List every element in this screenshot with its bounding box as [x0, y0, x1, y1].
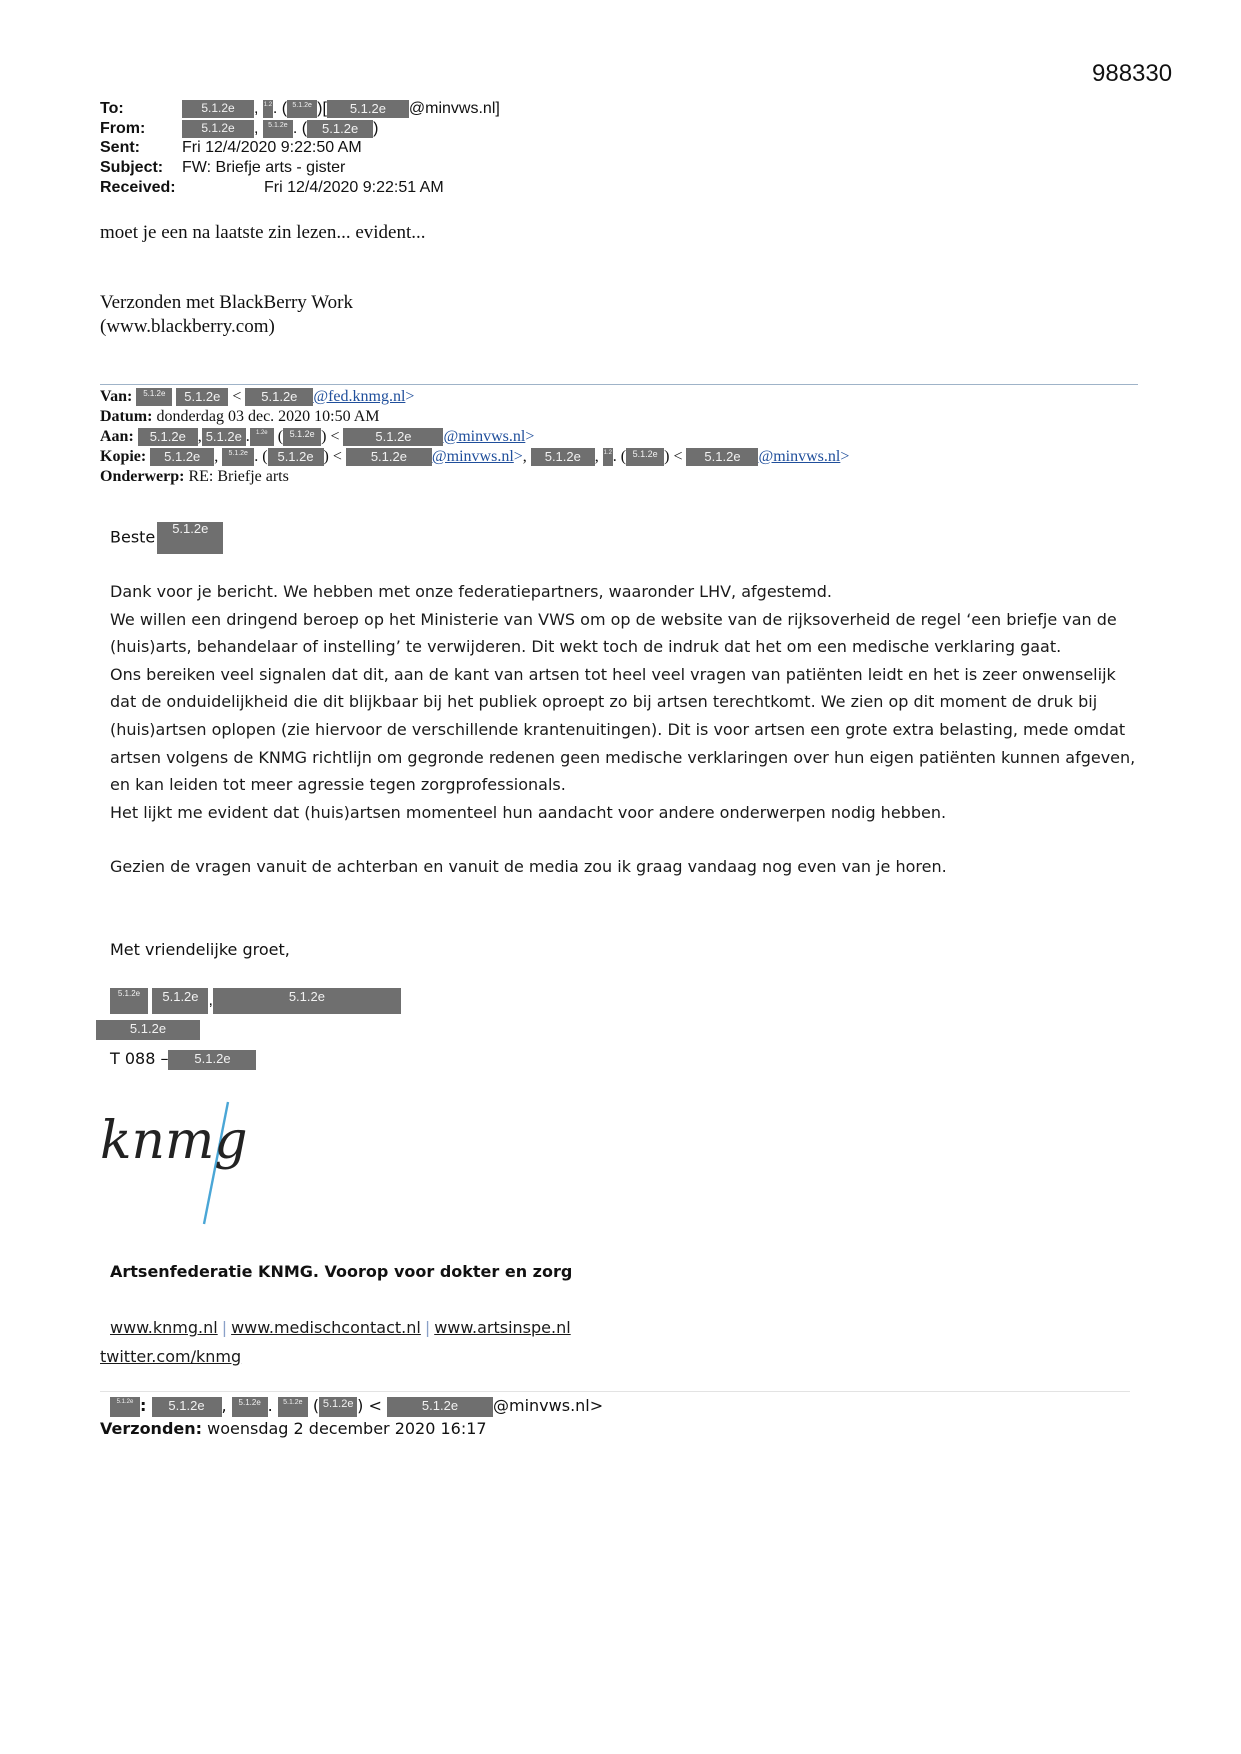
divider	[100, 384, 1138, 385]
body-paragraph-4: Het lijkt me evident dat (huis)artsen momenteel hun aandacht voor andere onderwerpen nodig hebben.	[110, 802, 947, 822]
verzonden-label: Verzonden:	[100, 1419, 203, 1438]
knmg-logo-mark	[100, 1096, 260, 1228]
closing: Met vriendelijke groet,	[110, 940, 290, 959]
redaction: 5.1.2e	[152, 1397, 222, 1417]
redaction: 5.1.2e	[319, 1397, 357, 1417]
prior-email-tail: @minvws.nl>	[493, 1396, 604, 1415]
sent-value: Fri 12/4/2020 9:22:50 AM	[182, 139, 362, 156]
phone-row	[110, 1049, 256, 1070]
redaction: 1.2	[263, 100, 273, 118]
received-label: Received:	[100, 179, 176, 196]
van-label: Van:	[100, 388, 133, 405]
top-message: moet je een na laatste zin lezen... evident...	[100, 222, 426, 243]
onderwerp-label: Onderwerp:	[100, 468, 185, 485]
redaction: 5.1.2e	[96, 1020, 200, 1040]
header-received-row	[100, 179, 444, 197]
redaction: 1.2e	[250, 428, 274, 446]
redaction: 5.1.2e	[283, 428, 321, 446]
twitter-link-text[interactable]: twitter.com/knmg	[100, 1347, 242, 1366]
redaction: 5.1.2e	[531, 448, 595, 466]
redaction: 5.1.2e	[268, 448, 324, 466]
greeting-row	[110, 522, 223, 554]
redaction: 5.1.2e	[278, 1397, 308, 1417]
redaction: 5.1.2e	[202, 428, 246, 446]
org-tagline: Artsenfederatie KNMG. Voorop voor dokter en zorg	[110, 1262, 573, 1281]
twitter-link[interactable]	[100, 1347, 241, 1366]
document-id: 988330	[1092, 60, 1173, 87]
redaction: 5.1.2e	[182, 120, 254, 138]
fwd-onderwerp-row	[100, 468, 289, 486]
kopie-email-domain-2[interactable]: @minvws.nl	[758, 448, 841, 465]
kopie-label: Kopie:	[100, 448, 147, 465]
logo-wordmark: knmg	[100, 1111, 248, 1171]
van-email-domain[interactable]: @fed.knmg.nl	[313, 388, 406, 405]
fwd-datum-row	[100, 408, 380, 426]
redaction: 5.1.2e	[110, 1397, 140, 1417]
redaction: 5.1.2e	[626, 448, 664, 466]
redaction: 5.1.2e	[176, 388, 228, 406]
divider-prior	[100, 1391, 1130, 1392]
redaction: 5.1.2e	[327, 100, 409, 118]
redaction: 5.1.2e	[182, 100, 254, 118]
subject-label: Subject:	[100, 159, 164, 176]
fwd-kopie-row: Kopie: 5.1.2e , 5.1.2e . ( 5.1.2e ) < 5.1.2e @minvws.nl>, 5.1.2e , 1.2. ( 5.1.2e ) < 5.1.2e @minvws.nl>	[100, 448, 850, 465]
phone-prefix: T 088 –	[110, 1049, 169, 1068]
datum-value: donderdag 03 dec. 2020 10:50 AM	[156, 408, 380, 425]
redaction: 5.1.2e	[152, 988, 208, 1014]
links-row: www.knmg.nl | www.medischcontact.nl | www.artsinspe.nl	[110, 1318, 571, 1337]
header-from-row: From: 5.1.2e , 5.1.2e . ( 5.1.2e )	[100, 120, 379, 138]
body-paragraph-5: Gezien de vragen vanuit de achterban en vanuit de media zou ik graag vandaag nog even van je horen.	[110, 857, 947, 877]
redaction: 5.1.2e	[138, 428, 198, 446]
aan-email-domain[interactable]: @minvws.nl	[443, 428, 526, 445]
redaction: 5.1.2e	[387, 1397, 493, 1417]
signature-name-row: 5.1.2e 5.1.2e , 5.1.2e	[110, 988, 401, 1014]
body-paragraph-1: Dank voor je bericht. We hebben met onze federatiepartners, waaronder LHV, afgestemd.	[110, 582, 832, 601]
knmg-logo	[100, 1096, 260, 1228]
greeting: Beste	[110, 527, 156, 547]
redaction: 5.1.2e	[232, 1397, 268, 1417]
redaction: 5.1.2e	[157, 522, 223, 554]
link-artsinspe[interactable]: www.artsinspe.nl	[434, 1318, 571, 1337]
kopie-email-domain-1[interactable]: @minvws.nl	[431, 448, 514, 465]
datum-label: Datum:	[100, 408, 153, 425]
redaction: 5.1.2e	[343, 428, 443, 446]
signature-line-2: (www.blackberry.com)	[100, 316, 275, 337]
redaction: 5.1.2e	[136, 388, 172, 406]
fwd-van-row: Van: 5.1.2e 5.1.2e < 5.1.2e @fed.knmg.nl>	[100, 388, 415, 405]
prior-van-row: 5.1.2e : 5.1.2e , 5.1.2e . 5.1.2e ( 5.1.2e ) < 5.1.2e @minvws.nl>	[110, 1396, 603, 1417]
sent-label: Sent:	[100, 139, 140, 156]
redaction: 5.1.2e	[213, 988, 401, 1014]
message-body	[110, 578, 1140, 881]
subject-value: FW: Briefje arts - gister	[182, 159, 346, 176]
redaction: 1.2	[603, 448, 613, 466]
header-subject-row	[100, 159, 345, 177]
redaction: 5.1.2e	[287, 100, 317, 118]
aan-label: Aan:	[100, 428, 134, 445]
header-to-row: To: 5.1.2e , 1.2. ( 5.1.2e )[ 5.1.2e @minvws.nl]	[100, 100, 500, 118]
link-knmg[interactable]: www.knmg.nl	[110, 1318, 218, 1337]
signature-line-1: Verzonden met BlackBerry Work	[100, 292, 353, 313]
from-label: From:	[100, 120, 146, 138]
fwd-aan-row: Aan: 5.1.2e , 5.1.2e . 1.2e ( 5.1.2e ) < 5.1.2e @minvws.nl>	[100, 428, 535, 445]
header-sent-row	[100, 139, 362, 157]
signature-title-row	[96, 1020, 200, 1040]
redaction: 5.1.2e	[307, 120, 373, 138]
to-address-tail: @minvws.nl]	[408, 100, 500, 118]
redaction: 5.1.2e	[110, 988, 148, 1014]
redaction: 5.1.2e	[346, 448, 432, 466]
verzonden-value: woensdag 2 december 2020 16:17	[207, 1419, 487, 1438]
received-value: Fri 12/4/2020 9:22:51 AM	[264, 179, 444, 196]
redaction: 5.1.2e	[686, 448, 758, 466]
redaction: 5.1.2e	[222, 448, 254, 466]
redaction: 5.1.2e	[150, 448, 214, 466]
link-medischcontact[interactable]: www.medischcontact.nl	[231, 1318, 421, 1337]
redaction: 5.1.2e	[263, 120, 293, 138]
to-label: To:	[100, 100, 124, 118]
redaction: 5.1.2e	[245, 388, 313, 406]
body-paragraph-2: We willen een dringend beroep op het Ministerie van VWS om op de website van de rijksoverheid de regel ‘een briefje van de (huis)arts, behandelaar of instelling’ te verwijderen. Dit wekt toch de indruk dat het om een medische verklaring gaat.	[110, 609, 1117, 657]
prior-verzonden-row	[100, 1419, 487, 1438]
body-paragraph-3: Ons bereiken veel signalen dat dit, aan de kant van artsen tot heel veel vragen van patiënten leidt en het is zeer onwenselijk dat de onduidelijkheid die dit blijkbaar bij het publiek oproept zo bij artsen terechtkomt. We zien op dit moment de druk bij (huis)artsen oplopen (zie hiervoor de verschillende krantenuitingen). Dit is voor artsen een grote extra belasting, mede omdat artsen volgens de KNMG richtlijn om gegronde redenen geen medische verklaringen over hun eigen patiënten kunnen afgeven, en kan leiden tot meer agressie tegen zorgprofessionals.	[110, 664, 1136, 795]
onderwerp-value: RE: Briefje arts	[188, 468, 289, 485]
redaction: 5.1.2e	[168, 1050, 256, 1070]
